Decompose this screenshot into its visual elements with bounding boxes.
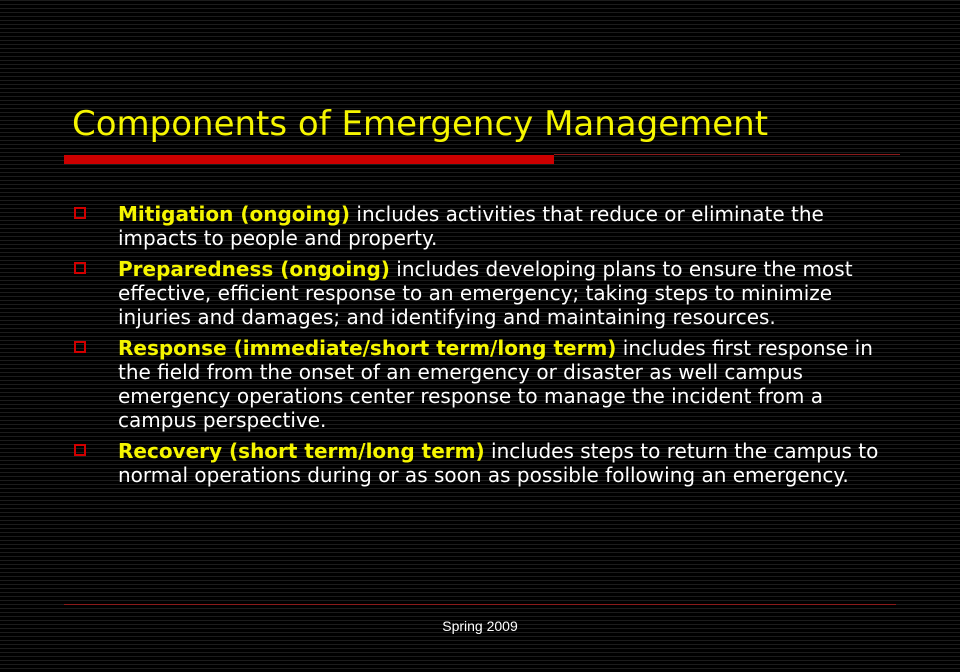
footer-date: Spring 2009 [442,618,518,634]
square-bullet-icon [74,444,86,456]
square-bullet-icon [74,262,86,274]
bullet-text: includes first response in the field from the onset of an emergency or disaster as well campus emergency operations center response to manage the incident from a campus perspective. [118,336,873,432]
bullet-text: includes developing plans to ensure the most effective, efficient response to an emergency; taking steps to minimize injuries and damages; and identifying and maintaining resources. [118,257,853,329]
title-accent-bar [64,155,554,164]
bullet-term: Preparedness (ongoing) [118,257,390,281]
title-divider-line [554,154,900,155]
bullet-text: includes activities that reduce or eliminate the impacts to people and property. [118,202,824,250]
footer-divider-line [64,604,896,605]
slide-title: Components of Emergency Management [72,104,769,144]
square-bullet-icon [74,207,86,219]
bullet-mitigation [72,202,902,250]
bullet-text: includes steps to return the campus to normal operations during or as soon as possible following an emergency. [118,439,879,487]
bullet-term: Recovery (short term/long term) [118,439,485,463]
bullet-preparedness [72,257,902,329]
bullet-term: Mitigation (ongoing) [118,202,351,226]
bullet-term: Response (immediate/short term/long term) [118,336,617,360]
bullet-recovery [72,439,902,487]
bullet-list [72,202,902,494]
bullet-response [72,336,902,432]
square-bullet-icon [74,341,86,353]
